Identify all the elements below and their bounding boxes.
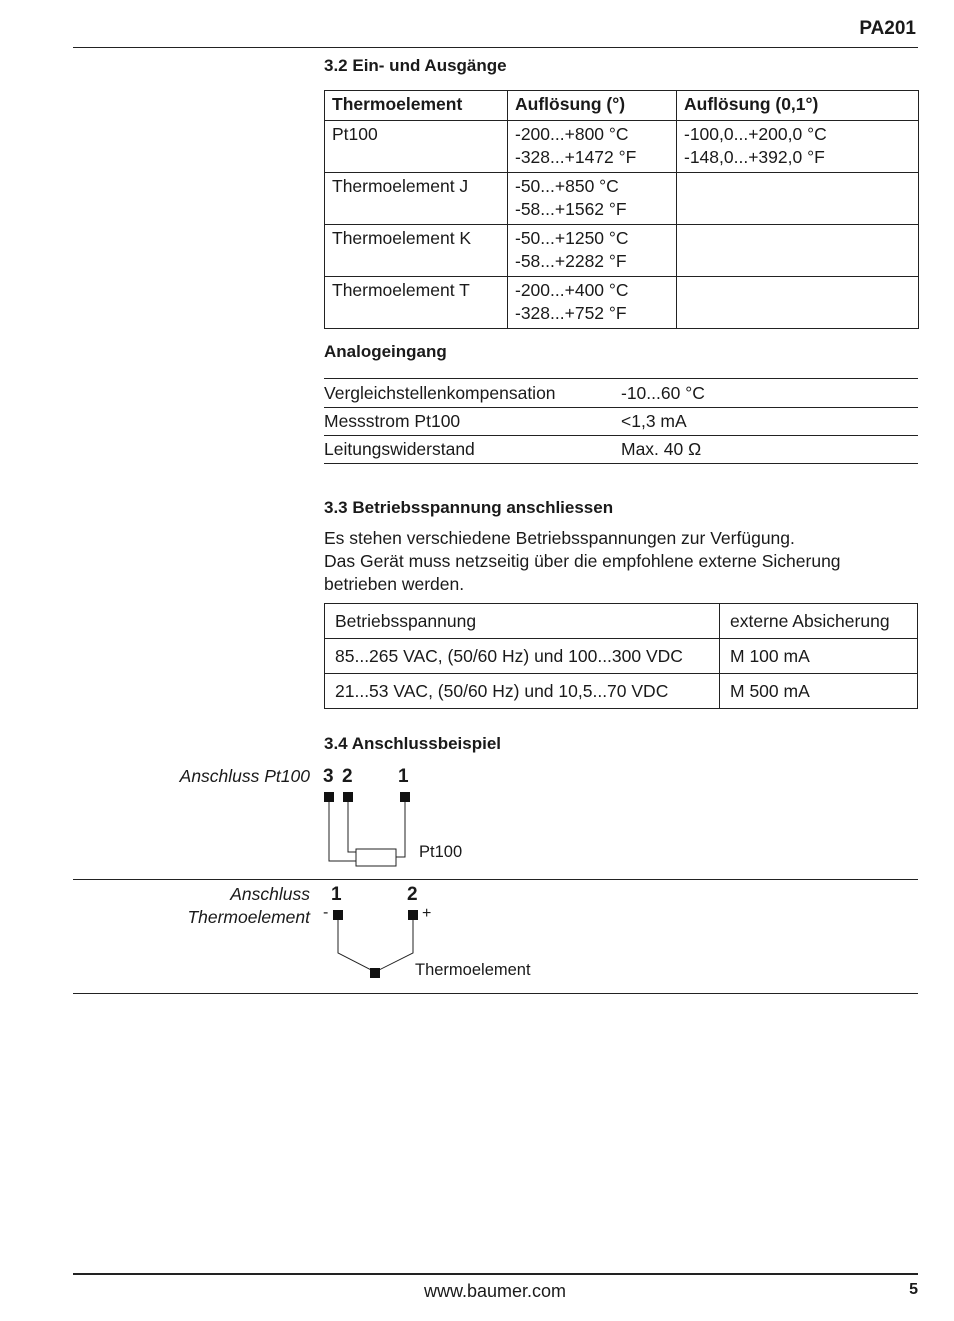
plus-sign: + <box>422 905 432 922</box>
supply-voltage-table <box>324 603 918 709</box>
analog-label: Messstrom Pt100 <box>324 411 461 431</box>
pt100-element-label: Pt100 <box>419 843 463 861</box>
terminal-pad <box>324 792 334 802</box>
wire <box>348 802 356 852</box>
sensor-cell: Thermoelement K <box>325 225 508 277</box>
terminal-pad <box>408 910 418 920</box>
thermocouple-element-label: Thermoelement <box>415 961 531 979</box>
analog-input-heading: Analogeingang <box>324 342 447 361</box>
thermo-terminal-1: 1 <box>331 884 342 905</box>
wire <box>338 920 413 972</box>
thermo-terminal-2: 2 <box>407 884 418 905</box>
analog-value: -10...60 °C <box>621 383 705 403</box>
table-header-row <box>325 604 918 639</box>
diagram-bottom-rule <box>73 993 918 994</box>
table-row <box>325 639 918 674</box>
terminal-pad <box>343 792 353 802</box>
diagram-divider-rule <box>73 879 918 880</box>
fuse-cell: M 100 mA <box>720 639 918 674</box>
pt100-terminal-1: 1 <box>398 766 409 787</box>
analog-label: Vergleichstellenkompensation <box>324 383 556 403</box>
range-cell <box>677 173 919 225</box>
resistor-symbol <box>356 849 396 866</box>
terminal-pad <box>333 910 343 920</box>
sensor-cell: Pt100 <box>325 121 508 173</box>
range-cell: -50...+1250 °C -58...+2282 °F <box>508 225 677 277</box>
table-row <box>325 173 919 225</box>
table-row <box>325 121 919 173</box>
analog-row <box>324 407 918 436</box>
table-row <box>325 674 918 709</box>
sensor-range-table <box>324 90 919 329</box>
section-3-3-heading: 3.3 Betriebsspannung anschliessen <box>324 498 614 517</box>
col-header-resolution-1: Auflösung (°) <box>508 91 677 121</box>
sensor-cell: Thermoelement J <box>325 173 508 225</box>
wire <box>396 802 405 857</box>
section-3-4-heading: 3.4 Anschlussbeispiel <box>324 734 501 753</box>
table-header-row <box>325 91 919 121</box>
voltage-cell: 21...53 VAC, (50/60 Hz) und 10,5...70 VDC <box>325 674 720 709</box>
pt100-connection-label: Anschluss Pt100 <box>179 766 310 786</box>
page-number: 5 <box>909 1281 918 1298</box>
document-title: PA201 <box>859 18 916 39</box>
analog-label: Leitungswiderstand <box>324 439 475 459</box>
pt100-terminal-3: 3 <box>323 766 334 787</box>
range-cell <box>677 277 919 329</box>
analog-value: Max. 40 Ω <box>621 439 702 459</box>
range-cell <box>677 225 919 277</box>
analog-row <box>324 379 918 408</box>
col-header-resolution-01: Auflösung (0,1°) <box>677 91 919 121</box>
sensor-cell: Thermoelement T <box>325 277 508 329</box>
table-row <box>325 277 919 329</box>
section-3-2-heading: 3.2 Ein- und Ausgänge <box>324 56 507 75</box>
voltage-cell: 85...265 VAC, (50/60 Hz) und 100...300 VDC <box>325 639 720 674</box>
pt100-wiring-diagram <box>320 788 420 873</box>
analog-row <box>324 435 918 464</box>
table-row <box>325 225 919 277</box>
footer-url[interactable]: www.baumer.com <box>423 1281 567 1301</box>
thermocouple-wiring-diagram <box>325 905 425 980</box>
pt100-terminal-2: 2 <box>342 766 353 787</box>
col-header-thermoelement: Thermoelement <box>325 91 508 121</box>
range-cell: -50...+850 °C -58...+1562 °F <box>508 173 677 225</box>
range-cell: -100,0...+200,0 °C -148,0...+392,0 °F <box>677 121 919 173</box>
fuse-cell: M 500 mA <box>720 674 918 709</box>
junction-point <box>370 968 380 978</box>
analog-value: <1,3 mA <box>621 411 687 431</box>
section-3-3-paragraph: Es stehen verschiedene Betriebsspannungen zur Verfügung. Das Gerät muss netzseitig über die empfohlene externe Sicherung betrieben werden. <box>324 528 841 594</box>
terminal-pad <box>400 792 410 802</box>
range-cell: -200...+800 °C -328...+1472 °F <box>508 121 677 173</box>
thermocouple-connection-label: Anschluss Thermoelement <box>187 884 310 927</box>
minus-sign: - <box>323 904 329 921</box>
col-header-external-fuse: externe Absicherung <box>720 604 918 639</box>
range-cell: -200...+400 °C -328...+752 °F <box>508 277 677 329</box>
header-rule <box>73 47 918 48</box>
footer-rule <box>73 1273 918 1275</box>
col-header-supply-voltage: Betriebsspannung <box>325 604 720 639</box>
